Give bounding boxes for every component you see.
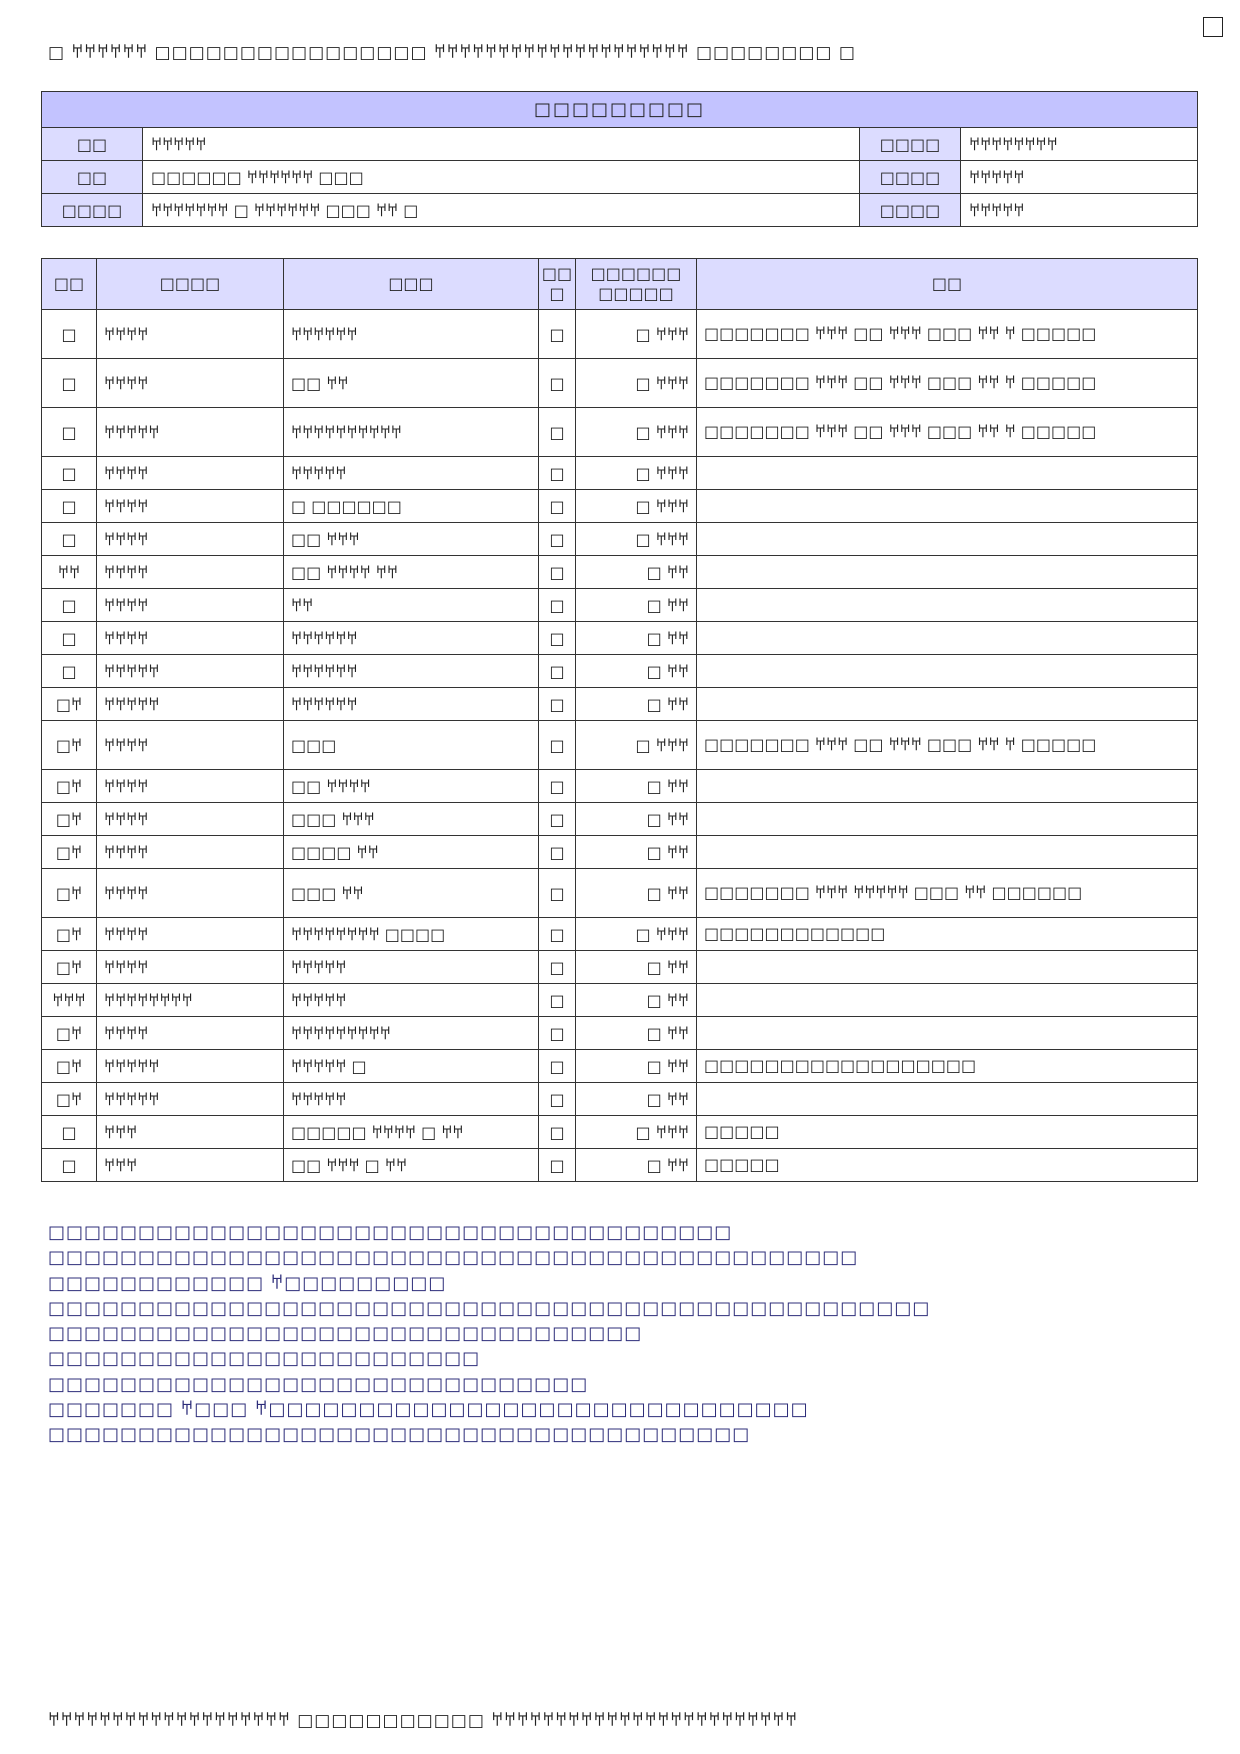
row-name: 𐀀𐀀𐀀𐀀𐀀: [284, 951, 539, 984]
row-note: [697, 589, 1198, 622]
col-header: □□: [42, 259, 97, 310]
row-amount: □ 𐀀𐀀𐀀: [576, 490, 697, 523]
row-amount: □ 𐀀𐀀: [576, 836, 697, 869]
row-amount: □ 𐀀𐀀𐀀: [576, 721, 697, 770]
row-unit: □: [539, 721, 576, 770]
row-amount: □ 𐀀𐀀: [576, 589, 697, 622]
info-value: 𐀀𐀀𐀀𐀀𐀀𐀀𐀀𐀀: [961, 128, 1198, 161]
row-code: 𐀀𐀀𐀀𐀀: [97, 490, 284, 523]
row-note: [697, 655, 1198, 688]
row-amount: □ 𐀀𐀀: [576, 1017, 697, 1050]
row-code: 𐀀𐀀𐀀𐀀𐀀: [97, 688, 284, 721]
table-row: [42, 622, 1198, 655]
row-name: □□□ 𐀀𐀀𐀀: [284, 803, 539, 836]
info-value: □□□□□□ 𐀀𐀀𐀀𐀀𐀀𐀀 □□□: [143, 161, 860, 194]
row-code: 𐀀𐀀𐀀𐀀: [97, 310, 284, 359]
row-code: 𐀀𐀀𐀀𐀀: [97, 556, 284, 589]
row-unit: □: [539, 984, 576, 1017]
row-number: □𐀀: [42, 951, 97, 984]
row-amount: □ 𐀀𐀀𐀀: [576, 310, 697, 359]
row-code: 𐀀𐀀𐀀𐀀: [97, 836, 284, 869]
row-number: □𐀀: [42, 770, 97, 803]
table-row: [42, 869, 1198, 918]
row-amount: □ 𐀀𐀀: [576, 770, 697, 803]
footnote-line: □□□□□□□□□□□□□□□□□□□□□□□□□□□□□□: [48, 1373, 589, 1395]
row-code: 𐀀𐀀𐀀𐀀: [97, 457, 284, 490]
row-note: □□□□□□□□□□□□: [697, 918, 1198, 951]
footnote-line: □□□□□□□□□□□□□□□□□□□□□□□□□□□□□□□□□□□□□□□: [48, 1424, 751, 1446]
row-note: □□□□□□□ 𐀀𐀀𐀀 □□ 𐀀𐀀𐀀 □□□ 𐀀𐀀 𐀀 □□□□□: [697, 408, 1198, 457]
row-name: 𐀀𐀀𐀀𐀀𐀀𐀀𐀀𐀀𐀀: [284, 1017, 539, 1050]
info-label: □□: [42, 161, 143, 194]
row-note: [697, 836, 1198, 869]
row-name: □□□□ 𐀀𐀀: [284, 836, 539, 869]
bottom-text: 𐀀𐀀𐀀𐀀𐀀𐀀𐀀𐀀𐀀𐀀𐀀𐀀𐀀𐀀𐀀𐀀𐀀𐀀𐀀 □□□□□□□□□□□ 𐀀𐀀𐀀𐀀𐀀𐀀𐀀𐀀𐀀𐀀𐀀𐀀𐀀𐀀𐀀𐀀𐀀𐀀𐀀𐀀𐀀𐀀𐀀𐀀: [48, 1711, 799, 1731]
row-code: 𐀀𐀀𐀀𐀀𐀀: [97, 1050, 284, 1083]
row-amount: □ 𐀀𐀀𐀀: [576, 918, 697, 951]
row-number: □𐀀: [42, 721, 97, 770]
footnote-line: □□□□□□□□□□□□□□□□□□□□□□□□: [48, 1348, 481, 1370]
row-amount: □ 𐀀𐀀: [576, 1083, 697, 1116]
table-row: [42, 1017, 1198, 1050]
row-code: 𐀀𐀀𐀀𐀀: [97, 622, 284, 655]
row-code: 𐀀𐀀𐀀𐀀: [97, 589, 284, 622]
row-name: □□ 𐀀𐀀𐀀𐀀 𐀀𐀀: [284, 556, 539, 589]
row-note: □□□□□□□ 𐀀𐀀𐀀 □□ 𐀀𐀀𐀀 □□□ 𐀀𐀀 𐀀 □□□□□: [697, 359, 1198, 408]
row-unit: □: [539, 589, 576, 622]
row-name: 𐀀𐀀𐀀𐀀𐀀: [284, 984, 539, 1017]
row-amount: □ 𐀀𐀀: [576, 1149, 697, 1182]
row-code: 𐀀𐀀𐀀𐀀: [97, 1017, 284, 1050]
table-row: [42, 359, 1198, 408]
row-note: [697, 1017, 1198, 1050]
row-note: [697, 770, 1198, 803]
row-unit: □: [539, 951, 576, 984]
row-name: □ □□□□□□: [284, 490, 539, 523]
col-header: □□ □: [539, 259, 576, 310]
row-name: □□ 𐀀𐀀𐀀: [284, 523, 539, 556]
row-note: [697, 688, 1198, 721]
row-code: 𐀀𐀀𐀀𐀀: [97, 523, 284, 556]
row-note: [697, 457, 1198, 490]
row-name: 𐀀𐀀𐀀𐀀𐀀𐀀: [284, 688, 539, 721]
info-row: [42, 194, 1198, 227]
row-note: [697, 984, 1198, 1017]
table-row: [42, 688, 1198, 721]
row-number: □: [42, 655, 97, 688]
row-amount: □ 𐀀𐀀𐀀: [576, 408, 697, 457]
row-number: 𐀀𐀀: [42, 556, 97, 589]
table-row: [42, 721, 1198, 770]
row-amount: □ 𐀀𐀀: [576, 984, 697, 1017]
footnote-line: □□□□□□□□□□□□□□□□□□□□□□□□□□□□□□□□□□□□□□: [48, 1222, 733, 1243]
row-code: 𐀀𐀀𐀀: [97, 1116, 284, 1149]
row-unit: □: [539, 408, 576, 457]
table-row: [42, 918, 1198, 951]
header-text: □ 𐀀𐀀𐀀𐀀𐀀𐀀 □□□□□□□□□□□□□□□□ 𐀀𐀀𐀀𐀀𐀀𐀀𐀀𐀀𐀀𐀀𐀀𐀀𐀀𐀀𐀀𐀀𐀀𐀀𐀀𐀀 □□□□□□□□ □: [48, 43, 856, 63]
table-row: [42, 1050, 1198, 1083]
table-row: [42, 556, 1198, 589]
row-number: □𐀀: [42, 918, 97, 951]
row-note: □□□□□□□ 𐀀𐀀𐀀 𐀀𐀀𐀀𐀀𐀀 □□□ 𐀀𐀀 □□□□□□: [697, 869, 1198, 918]
row-amount: □ 𐀀𐀀: [576, 869, 697, 918]
row-number: □𐀀: [42, 836, 97, 869]
row-unit: □: [539, 688, 576, 721]
row-unit: □: [539, 1017, 576, 1050]
row-code: 𐀀𐀀𐀀𐀀𐀀: [97, 655, 284, 688]
row-name: □□ 𐀀𐀀𐀀 □ 𐀀𐀀: [284, 1149, 539, 1182]
info-row: [42, 161, 1198, 194]
col-header: □□: [697, 259, 1198, 310]
row-note: [697, 1083, 1198, 1116]
row-name: □□□□□ 𐀀𐀀𐀀𐀀 □ 𐀀𐀀: [284, 1116, 539, 1149]
row-code: 𐀀𐀀𐀀𐀀: [97, 951, 284, 984]
info-value: 𐀀𐀀𐀀𐀀𐀀: [961, 161, 1198, 194]
row-name: 𐀀𐀀𐀀𐀀𐀀: [284, 457, 539, 490]
table-row: [42, 770, 1198, 803]
row-code: 𐀀𐀀𐀀𐀀: [97, 721, 284, 770]
row-note: [697, 622, 1198, 655]
row-name: □□ 𐀀𐀀: [284, 359, 539, 408]
row-number: □: [42, 490, 97, 523]
items-table: [41, 258, 1198, 1182]
row-note: [697, 951, 1198, 984]
col-header: □□□□: [97, 259, 284, 310]
info-value: 𐀀𐀀𐀀𐀀𐀀𐀀𐀀 □ 𐀀𐀀𐀀𐀀𐀀𐀀 □□□ 𐀀𐀀 □: [143, 194, 860, 227]
row-note: [697, 556, 1198, 589]
info-title: □□□□□□□□□: [42, 92, 1198, 128]
info-label: □□□□: [42, 194, 143, 227]
row-unit: □: [539, 523, 576, 556]
row-number: □: [42, 523, 97, 556]
footnote-line: □□□□□□□□□□□□ 𐀀□□□□□□□□□: [48, 1272, 447, 1294]
table-row: [42, 984, 1198, 1017]
row-amount: □ 𐀀𐀀𐀀: [576, 1116, 697, 1149]
row-code: 𐀀𐀀𐀀𐀀: [97, 803, 284, 836]
row-unit: □: [539, 556, 576, 589]
row-unit: □: [539, 1083, 576, 1116]
row-unit: □: [539, 836, 576, 869]
row-amount: □ 𐀀𐀀𐀀: [576, 457, 697, 490]
row-note: □□□□□: [697, 1116, 1198, 1149]
row-name: □□□ 𐀀𐀀: [284, 869, 539, 918]
col-header: □□□: [284, 259, 539, 310]
row-unit: □: [539, 1050, 576, 1083]
footnote-line: □□□□□□□□□□□□□□□□□□□□□□□□□□□□□□□□□□□□□□□□□□□□□: [48, 1247, 859, 1269]
row-amount: □ 𐀀𐀀𐀀: [576, 523, 697, 556]
row-unit: □: [539, 622, 576, 655]
row-note: □□□□□□□ 𐀀𐀀𐀀 □□ 𐀀𐀀𐀀 □□□ 𐀀𐀀 𐀀 □□□□□: [697, 310, 1198, 359]
row-number: □: [42, 310, 97, 359]
footnote-line: □□□□□□□□□□□□□□□□□□□□□□□□□□□□□□□□□□□□□□□□□□□□□□□□□: [48, 1297, 931, 1319]
row-code: 𐀀𐀀𐀀𐀀: [97, 869, 284, 918]
row-code: 𐀀𐀀𐀀𐀀: [97, 918, 284, 951]
row-number: □𐀀: [42, 803, 97, 836]
row-number: □𐀀: [42, 1017, 97, 1050]
row-name: 𐀀𐀀𐀀𐀀𐀀 □: [284, 1050, 539, 1083]
row-name: 𐀀𐀀𐀀𐀀𐀀𐀀: [284, 655, 539, 688]
row-number: 𐀀𐀀𐀀: [42, 984, 97, 1017]
table-row: [42, 310, 1198, 359]
table-row: [42, 951, 1198, 984]
row-amount: □ 𐀀𐀀: [576, 655, 697, 688]
row-number: □: [42, 359, 97, 408]
table-row: [42, 408, 1198, 457]
row-unit: □: [539, 310, 576, 359]
row-code: 𐀀𐀀𐀀𐀀: [97, 770, 284, 803]
footnote-line: □□□□□□□□□□□□□□□□□□□□□□□□□□□□□□□□□: [48, 1323, 643, 1345]
row-amount: □ 𐀀𐀀: [576, 556, 697, 589]
row-unit: □: [539, 457, 576, 490]
row-code: 𐀀𐀀𐀀𐀀: [97, 359, 284, 408]
info-label: □□□□: [860, 161, 961, 194]
row-number: □: [42, 457, 97, 490]
table-row: [42, 457, 1198, 490]
table-row: [42, 803, 1198, 836]
footnote-line: □□□□□□□ 𐀀□□□ 𐀀□□□□□□□□□□□□□□□□□□□□□□□□□□□□□□: [48, 1399, 809, 1421]
row-note: □□□□□: [697, 1149, 1198, 1182]
table-row: [42, 523, 1198, 556]
row-amount: □ 𐀀𐀀: [576, 688, 697, 721]
row-name: 𐀀𐀀𐀀𐀀𐀀: [284, 1083, 539, 1116]
row-amount: □ 𐀀𐀀: [576, 951, 697, 984]
row-amount: □ 𐀀𐀀𐀀: [576, 359, 697, 408]
row-unit: □: [539, 803, 576, 836]
row-name: 𐀀𐀀𐀀𐀀𐀀𐀀𐀀𐀀 □□□□: [284, 918, 539, 951]
info-value: 𐀀𐀀𐀀𐀀𐀀: [961, 194, 1198, 227]
row-number: □𐀀: [42, 688, 97, 721]
row-name: 𐀀𐀀𐀀𐀀𐀀𐀀: [284, 622, 539, 655]
row-number: □: [42, 622, 97, 655]
info-label: □□□□: [860, 128, 961, 161]
row-code: 𐀀𐀀𐀀𐀀𐀀𐀀𐀀𐀀: [97, 984, 284, 1017]
row-note: □□□□□□□ 𐀀𐀀𐀀 □□ 𐀀𐀀𐀀 □□□ 𐀀𐀀 𐀀 □□□□□: [697, 721, 1198, 770]
info-row: [42, 128, 1198, 161]
row-unit: □: [539, 490, 576, 523]
table-row: [42, 1149, 1198, 1182]
row-number: □𐀀: [42, 869, 97, 918]
table-row: [42, 1083, 1198, 1116]
row-name: □□ 𐀀𐀀𐀀𐀀: [284, 770, 539, 803]
row-note: [697, 490, 1198, 523]
row-code: 𐀀𐀀𐀀: [97, 1149, 284, 1182]
row-code: 𐀀𐀀𐀀𐀀𐀀: [97, 1083, 284, 1116]
row-number: □: [42, 1116, 97, 1149]
row-name: 𐀀𐀀𐀀𐀀𐀀𐀀𐀀𐀀𐀀𐀀: [284, 408, 539, 457]
info-label: □□□□: [860, 194, 961, 227]
footnotes: [48, 1220, 1198, 1448]
row-amount: □ 𐀀𐀀: [576, 803, 697, 836]
row-unit: □: [539, 770, 576, 803]
row-number: □: [42, 1149, 97, 1182]
info-table: [41, 91, 1198, 227]
row-name: □□□: [284, 721, 539, 770]
info-label: □□: [42, 128, 143, 161]
row-unit: □: [539, 655, 576, 688]
row-number: □𐀀: [42, 1050, 97, 1083]
table-row: [42, 836, 1198, 869]
row-unit: □: [539, 1149, 576, 1182]
row-number: □: [42, 408, 97, 457]
row-number: □: [42, 589, 97, 622]
row-note: [697, 523, 1198, 556]
row-number: □𐀀: [42, 1083, 97, 1116]
row-unit: □: [539, 869, 576, 918]
row-amount: □ 𐀀𐀀: [576, 622, 697, 655]
table-row: [42, 589, 1198, 622]
row-note: [697, 803, 1198, 836]
table-row: [42, 490, 1198, 523]
row-unit: □: [539, 359, 576, 408]
row-unit: □: [539, 1116, 576, 1149]
row-amount: □ 𐀀𐀀: [576, 1050, 697, 1083]
row-code: 𐀀𐀀𐀀𐀀𐀀: [97, 408, 284, 457]
corner-checkbox: [1203, 17, 1223, 37]
col-header: □□□□□□ □□□□□: [576, 259, 697, 310]
row-name: 𐀀𐀀: [284, 589, 539, 622]
row-unit: □: [539, 918, 576, 951]
table-row: [42, 1116, 1198, 1149]
table-row: [42, 655, 1198, 688]
info-value: 𐀀𐀀𐀀𐀀𐀀: [143, 128, 860, 161]
row-name: 𐀀𐀀𐀀𐀀𐀀𐀀: [284, 310, 539, 359]
row-note: □□□□□□□□□□□□□□□□□□: [697, 1050, 1198, 1083]
